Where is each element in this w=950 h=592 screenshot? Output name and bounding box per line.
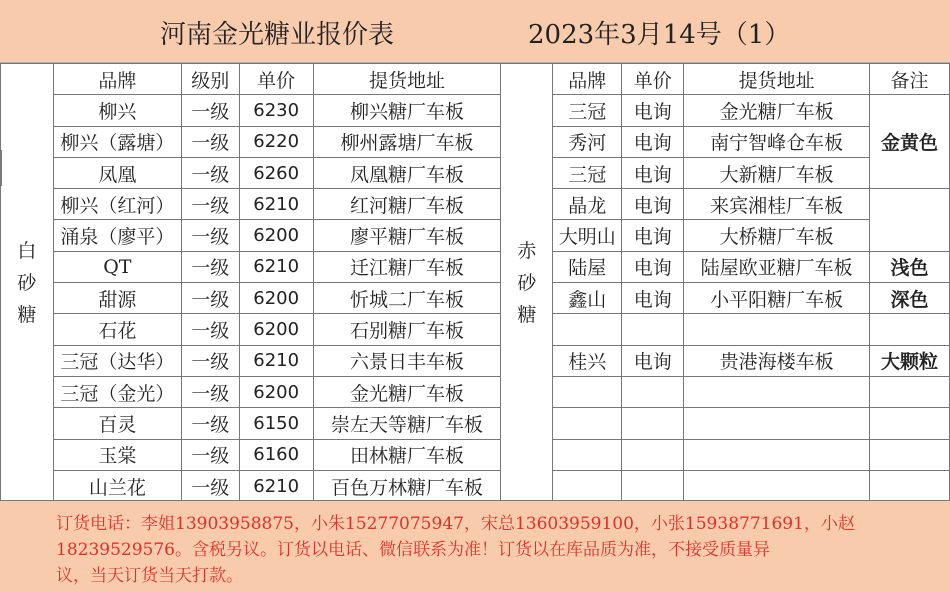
white-brand-cell[interactable]: 柳兴（红河） — [53, 189, 181, 220]
white-price-cell[interactable]: 6200 — [239, 283, 313, 314]
white-grade-cell[interactable]: 一级 — [181, 283, 239, 314]
red-brand-cell[interactable]: 三冠 — [553, 95, 622, 126]
red-sugar-label-char: 砂 — [517, 271, 537, 294]
red-address-cell[interactable]: 来宾湘桂厂车板 — [684, 189, 870, 220]
white-price-cell[interactable]: 6230 — [239, 95, 313, 126]
white-address-cell[interactable]: 忻城二厂车板 — [313, 283, 501, 314]
table-row — [1, 470, 950, 501]
white-sugar-label-char: 白 — [17, 239, 37, 262]
table-row — [1, 314, 950, 345]
white-brand-cell[interactable]: 百灵 — [53, 408, 181, 439]
column-header-row — [1, 64, 950, 95]
white-brand-cell[interactable]: 玉棠 — [53, 439, 181, 470]
report-date: 2023年3月14号（1） — [528, 20, 791, 50]
red-address-cell[interactable]: 小平阳糖厂车板 — [684, 283, 870, 314]
red-sugar-label-char: 糖 — [517, 303, 537, 326]
white-price-cell[interactable]: 6210 — [239, 189, 313, 220]
red-brand-cell[interactable]: 晶龙 — [553, 189, 622, 220]
red-price-cell[interactable]: 电询 — [622, 157, 684, 188]
white-grade-cell[interactable]: 一级 — [181, 345, 239, 376]
white-address-cell[interactable]: 柳兴糖厂车板 — [313, 95, 501, 126]
table-row — [1, 283, 950, 314]
white-address-cell[interactable]: 崇左天等糖厂车板 — [313, 408, 501, 439]
white-grade-cell[interactable]: 一级 — [181, 314, 239, 345]
red-address-cell[interactable]: 大桥糖厂车板 — [684, 220, 870, 251]
footer-line-1: 订货电话：李姐13903958875，小朱15277075947，宋总13603959100，小张15938771691，小赵 — [56, 514, 855, 534]
white-address-cell[interactable]: 金光糖厂车板 — [313, 376, 501, 407]
red-col-header[interactable]: 单价 — [622, 64, 684, 95]
page-title: 河南金光糖业报价表 — [160, 20, 395, 50]
red-brand-cell[interactable] — [553, 470, 622, 501]
white-brand-cell[interactable]: 柳兴 — [53, 95, 181, 126]
red-price-cell[interactable]: 电询 — [622, 251, 684, 282]
white-brand-cell[interactable]: 涌泉（廖平） — [53, 220, 181, 251]
white-col-header[interactable]: 级别 — [181, 64, 239, 95]
red-address-cell[interactable]: 陆屋欧亚糖厂车板 — [684, 251, 870, 282]
table-row — [1, 126, 950, 157]
red-price-cell[interactable] — [622, 439, 684, 470]
table-row — [1, 157, 950, 188]
white-col-header[interactable]: 单价 — [239, 64, 313, 95]
red-note-cell[interactable]: 大颗粒 — [870, 345, 950, 376]
red-address-cell[interactable] — [684, 470, 870, 501]
table-row — [1, 189, 950, 220]
white-grade-cell[interactable]: 一级 — [181, 470, 239, 501]
red-brand-cell[interactable]: 桂兴 — [553, 345, 622, 376]
white-sugar-label-char: 糖 — [17, 303, 37, 326]
red-brand-cell[interactable]: 陆屋 — [553, 251, 622, 282]
red-note-cell[interactable]: 金黄色 — [870, 95, 950, 189]
white-grade-cell[interactable]: 一级 — [181, 157, 239, 188]
white-address-cell[interactable]: 柳州露塘厂车板 — [313, 126, 501, 157]
white-grade-cell[interactable]: 一级 — [181, 95, 239, 126]
red-note-cell[interactable] — [870, 439, 950, 470]
white-address-cell[interactable]: 百色万林糖厂车板 — [313, 470, 501, 501]
red-price-cell[interactable] — [622, 314, 684, 345]
table-row — [1, 220, 950, 251]
red-price-cell[interactable]: 电询 — [622, 283, 684, 314]
white-grade-cell[interactable]: 一级 — [181, 251, 239, 282]
white-address-cell[interactable]: 迁江糖厂车板 — [313, 251, 501, 282]
red-address-cell[interactable]: 贵港海楼车板 — [684, 345, 870, 376]
white-col-header[interactable]: 品牌 — [53, 64, 181, 95]
price-table — [0, 63, 950, 502]
white-brand-cell[interactable]: 柳兴（露塘） — [53, 126, 181, 157]
red-col-header[interactable]: 备注 — [870, 64, 950, 95]
footer-notice — [0, 500, 950, 592]
red-address-cell[interactable]: 南宁智峰仓车板 — [684, 126, 870, 157]
red-sugar-label-char: 赤 — [517, 239, 537, 262]
white-price-cell[interactable]: 6200 — [239, 314, 313, 345]
footer-line-2: 18239529576。含税另议。订货以电话、微信联系为准！订货以在库品质为准，不接受质量异 — [56, 540, 770, 560]
red-price-cell[interactable]: 电询 — [622, 345, 684, 376]
table-row — [1, 439, 950, 470]
red-note-cell[interactable] — [870, 314, 950, 345]
red-brand-cell[interactable]: 秀河 — [553, 126, 622, 157]
white-brand-cell[interactable]: 三冠（达华） — [53, 345, 181, 376]
red-price-cell[interactable] — [622, 470, 684, 501]
white-brand-cell[interactable]: 山兰花 — [53, 470, 181, 501]
red-brand-cell[interactable] — [553, 439, 622, 470]
table-row — [1, 95, 950, 126]
white-grade-cell[interactable]: 一级 — [181, 376, 239, 407]
table-row — [1, 251, 950, 282]
red-col-header[interactable]: 品牌 — [553, 64, 622, 95]
white-grade-cell[interactable]: 一级 — [181, 439, 239, 470]
white-price-cell[interactable]: 6210 — [239, 345, 313, 376]
red-note-cell[interactable] — [870, 189, 950, 252]
white-price-cell[interactable]: 6260 — [239, 157, 313, 188]
white-sugar-label[interactable] — [1, 64, 54, 502]
red-brand-cell[interactable]: 鑫山 — [553, 283, 622, 314]
white-grade-cell[interactable]: 一级 — [181, 220, 239, 251]
red-price-cell[interactable]: 电询 — [622, 95, 684, 126]
red-address-cell[interactable]: 金光糖厂车板 — [684, 95, 870, 126]
red-sugar-label[interactable] — [501, 64, 553, 502]
red-address-cell[interactable] — [684, 376, 870, 407]
price-grid — [0, 63, 950, 500]
red-price-cell[interactable]: 电询 — [622, 220, 684, 251]
white-col-header[interactable]: 提货地址 — [313, 64, 501, 95]
white-address-cell[interactable]: 凤凰糖厂车板 — [313, 157, 501, 188]
white-address-cell[interactable]: 田林糖厂车板 — [313, 439, 501, 470]
white-sugar-label-char: 砂 — [17, 271, 37, 294]
white-address-cell[interactable]: 红河糖厂车板 — [313, 189, 501, 220]
table-row — [1, 345, 950, 376]
red-price-cell[interactable]: 电询 — [622, 126, 684, 157]
footer-line-3: 议，当天订货当天打款。 — [56, 566, 243, 586]
white-price-cell[interactable]: 6150 — [239, 408, 313, 439]
red-address-cell[interactable]: 大新糖厂车板 — [684, 157, 870, 188]
red-note-cell[interactable] — [870, 470, 950, 501]
white-price-cell[interactable]: 6200 — [239, 220, 313, 251]
white-address-cell[interactable]: 六景日丰车板 — [313, 345, 501, 376]
red-brand-cell[interactable]: 三冠 — [553, 157, 622, 188]
white-grade-cell[interactable]: 一级 — [181, 126, 239, 157]
red-price-cell[interactable] — [622, 376, 684, 407]
red-address-cell[interactable] — [684, 408, 870, 439]
white-brand-cell[interactable]: 石花 — [53, 314, 181, 345]
white-brand-cell[interactable]: 三冠（金光） — [53, 376, 181, 407]
red-note-cell[interactable] — [870, 376, 950, 407]
red-note-cell[interactable]: 深色 — [870, 283, 950, 314]
white-price-cell[interactable]: 6220 — [239, 126, 313, 157]
white-price-cell[interactable]: 6160 — [239, 439, 313, 470]
red-brand-cell[interactable]: 大明山 — [553, 220, 622, 251]
table-row — [1, 408, 950, 439]
white-price-cell[interactable]: 6210 — [239, 251, 313, 282]
white-grade-cell[interactable]: 一级 — [181, 189, 239, 220]
red-brand-cell[interactable] — [553, 314, 622, 345]
white-brand-cell[interactable]: 凤凰 — [53, 157, 181, 188]
red-brand-cell[interactable] — [553, 408, 622, 439]
white-price-cell[interactable]: 6200 — [239, 376, 313, 407]
red-price-cell[interactable]: 电询 — [622, 189, 684, 220]
red-brand-cell[interactable] — [553, 376, 622, 407]
white-address-cell[interactable]: 廖平糖厂车板 — [313, 220, 501, 251]
white-address-cell[interactable]: 石别糖厂车板 — [313, 314, 501, 345]
red-note-cell[interactable]: 浅色 — [870, 251, 950, 282]
red-address-cell[interactable] — [684, 314, 870, 345]
white-price-cell[interactable]: 6210 — [239, 470, 313, 501]
white-brand-cell[interactable]: QT — [53, 251, 181, 282]
red-col-header[interactable]: 提货地址 — [684, 64, 870, 95]
white-brand-cell[interactable]: 甜源 — [53, 283, 181, 314]
table-row — [1, 376, 950, 407]
white-grade-cell[interactable]: 一级 — [181, 408, 239, 439]
red-address-cell[interactable] — [684, 439, 870, 470]
red-note-cell[interactable] — [870, 408, 950, 439]
red-price-cell[interactable] — [622, 408, 684, 439]
header-bar — [0, 0, 950, 63]
